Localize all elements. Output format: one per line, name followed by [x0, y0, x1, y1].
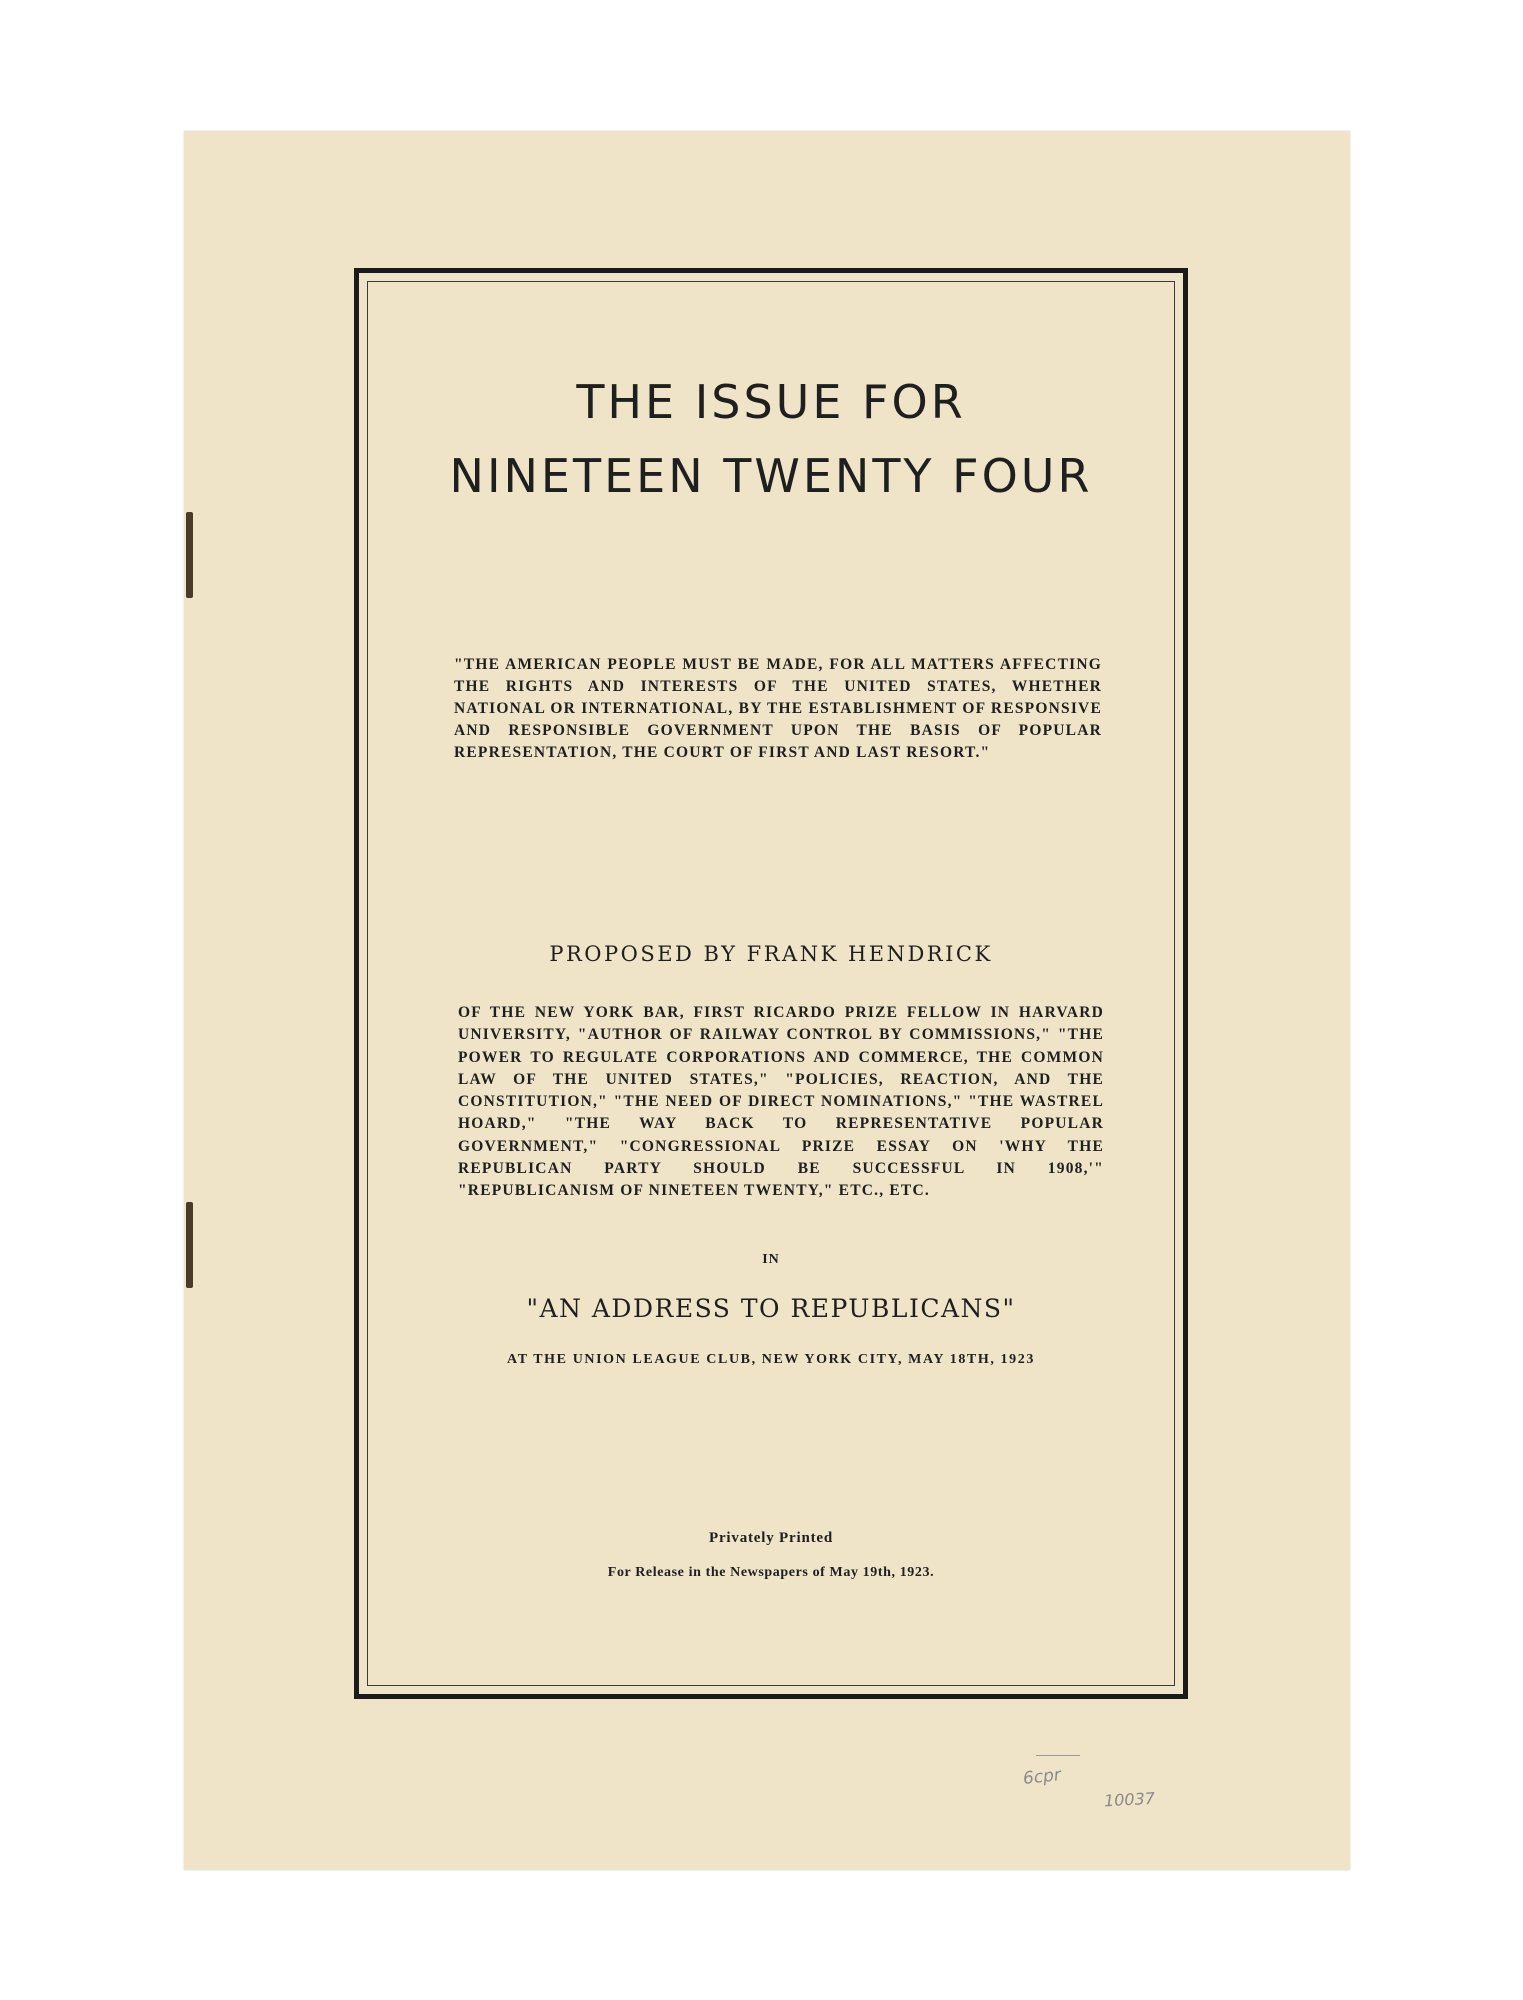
venue-line: AT THE UNION LEAGUE CLUB, NEW YORK CITY, MAY 18TH, 1923: [507, 1352, 1035, 1367]
title-line-2: NINETEEN TWENTY FOUR: [449, 449, 1093, 503]
address-title: "AN ADDRESS TO REPUBLICANS": [526, 1294, 1016, 1323]
release-note: For Release in the Newspapers of May 19th, 1923.: [607, 1565, 935, 1580]
author-bio: OF THE NEW YORK BAR, FIRST RICARDO PRIZE FELLOW IN HARVARD UNIVERSITY, "AUTHOR OF RAILWAY CONTROL BY COMMISSIONS," "THE POWER TO REGULATE CORPORATIONS AND COMMERCE, THE COMMON LAW OF THE UNITED STATES," "POLICIES, REACTION, AND THE CONSTITUTION," "THE NEED OF DIRECT NOMINATIONS," "THE WASTREL HOARD," "THE WAY BACK TO REPRESENTATIVE POPULAR GOVERNMENT," "CONGRESSIONAL PRIZE ESSAY ON 'WHY THE REPUBLICAN PARTY SHOULD BE SUCCESSFUL IN 1908,'" "REPUBLICANISM OF NINETEEN TWENTY," ETC., ETC.: [458, 1004, 1104, 1200]
staple-top: [186, 512, 193, 598]
pencil-mark: [1036, 1755, 1080, 1756]
proposed-by-line: PROPOSED BY FRANK HENDRICK: [549, 942, 993, 966]
staple-bottom: [186, 1202, 193, 1288]
handwritten-note-1: 6cpr: [1022, 1765, 1062, 1789]
epigraph-quote: "THE AMERICAN PEOPLE MUST BE MADE, FOR ALL MATTERS AFFECTING THE RIGHTS AND INTERESTS OF THE UNITED STATES, WHETHER NATIONAL OR INTERNATIONAL, BY THE ESTABLISHMENT OF RESPONSIVE AND RESPONSIBLE GOVERNMENT UPON THE BASIS OF POPULAR REPRESENTATION, THE COURT OF FIRST AND LAST RESORT.": [454, 656, 1102, 761]
title-line-1: THE ISSUE FOR: [576, 375, 966, 429]
in-connector: IN: [762, 1252, 780, 1267]
handwritten-note-2: 10037: [1103, 1788, 1156, 1811]
privately-printed-note: Privately Printed: [709, 1530, 833, 1546]
